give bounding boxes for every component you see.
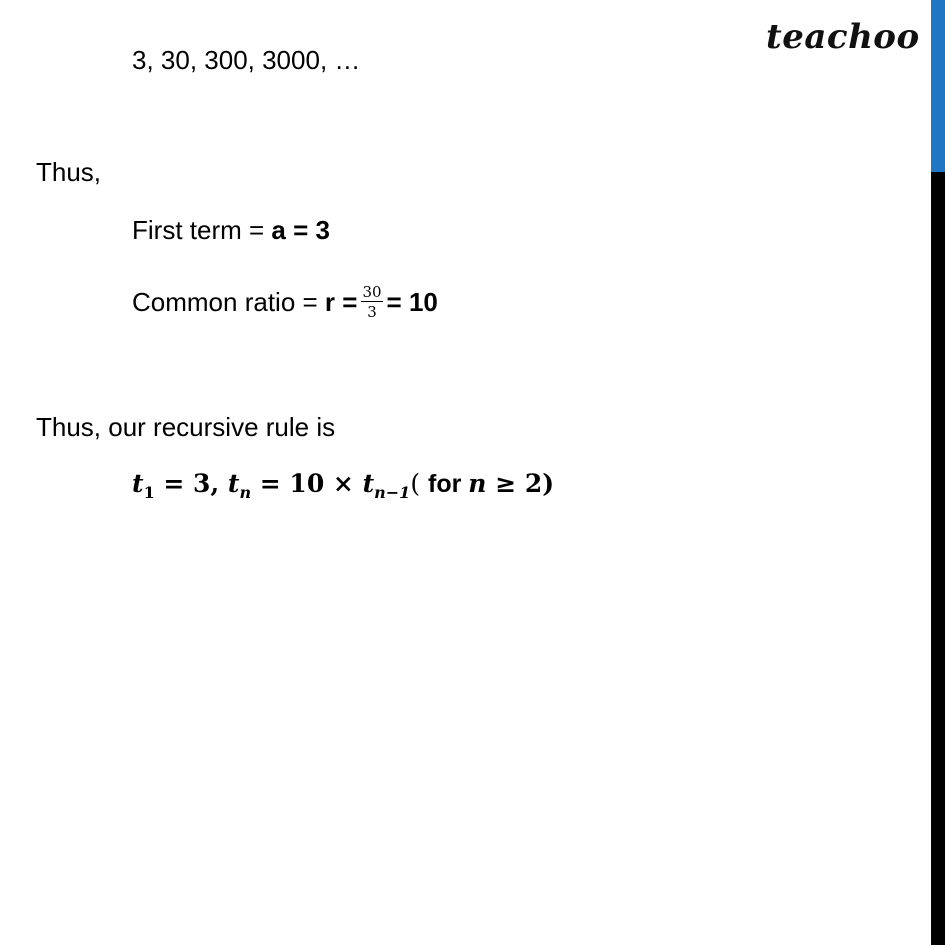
tn-subscript: n xyxy=(239,483,252,502)
sequence: 3, 30, 300, 3000, … xyxy=(132,45,361,75)
open-paren: ( xyxy=(410,469,429,498)
fraction-denominator: 3 xyxy=(367,303,377,322)
teachoo-logo: teachoo xyxy=(766,17,920,57)
tprev-subscript: n−1 xyxy=(374,483,411,502)
fraction-numerator: 30 xyxy=(362,283,382,302)
side-bar-accent xyxy=(931,0,945,172)
common-ratio-label: Common ratio = xyxy=(132,287,325,317)
tn-var: t xyxy=(227,469,240,498)
thus-heading-1: Thus, xyxy=(36,157,102,187)
ratio-fraction xyxy=(361,284,382,320)
tprev-var: t xyxy=(362,469,375,498)
t1-subscript: 1 xyxy=(143,483,155,502)
first-term-label: First term = xyxy=(132,215,272,245)
tn-equation: = 10 × xyxy=(251,469,363,498)
first-term-value: a = 3 xyxy=(271,215,330,245)
t1-var: t xyxy=(132,469,144,498)
recursive-rule xyxy=(132,468,554,503)
for-text: for xyxy=(428,470,469,498)
t1-equation: = 3, xyxy=(154,469,228,498)
first-term-line xyxy=(132,214,330,246)
side-bar xyxy=(931,0,945,945)
condition: ≥ 2) xyxy=(486,469,555,498)
n-var: n xyxy=(468,469,487,498)
common-ratio-r: r = xyxy=(324,287,358,317)
common-ratio-line xyxy=(132,283,438,322)
common-ratio-result: = 10 xyxy=(386,287,438,317)
thus-heading-2: Thus, our recursive rule is xyxy=(36,412,336,442)
